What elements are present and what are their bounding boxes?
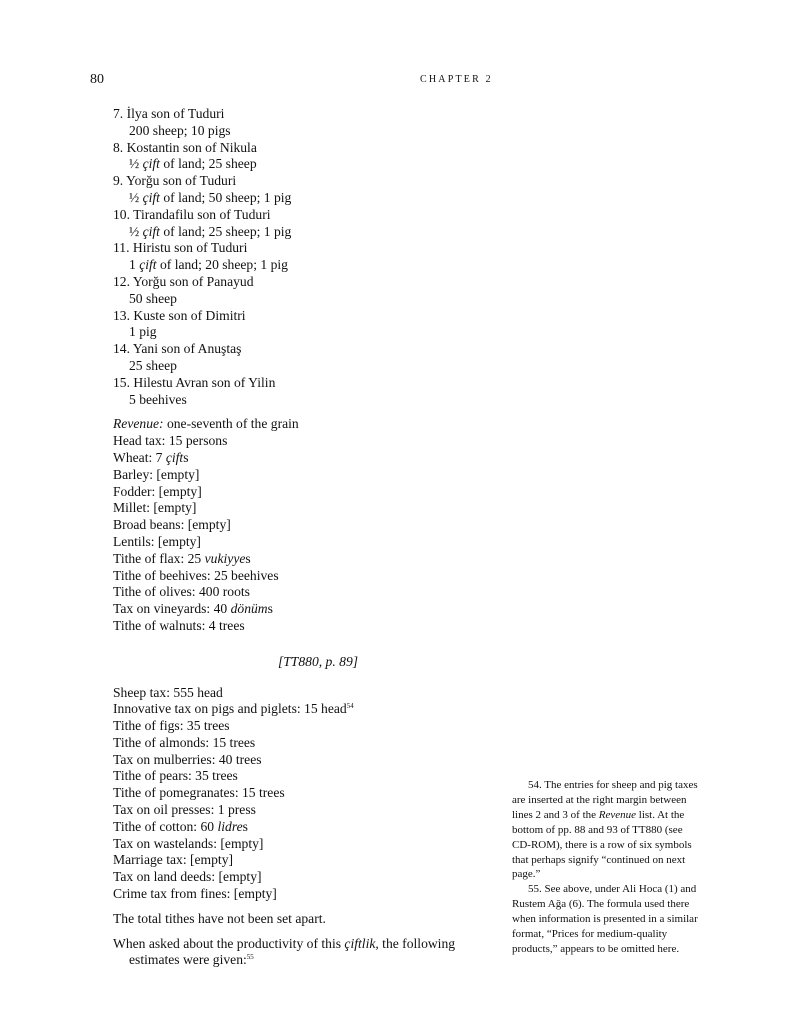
main-text — [113, 106, 493, 969]
footnotes — [512, 778, 704, 957]
entry-detail: 1 çift of land; 20 sheep; 1 pig — [129, 257, 288, 273]
revenue-line: Tithe of figs: 35 trees — [113, 718, 230, 734]
entry-number: 14. — [113, 341, 130, 357]
revenue-line: Tax on mulberries: 40 trees — [113, 751, 262, 767]
revenue-line: Tax on vineyards: 40 dönüms — [113, 601, 273, 617]
revenue-line: Tithe of cotton: 60 lidres — [113, 818, 248, 834]
productivity-paragraph: When asked about the productivity of this çiftlik, the following estimates were given:$^{55}$ — [113, 935, 456, 968]
tithes-paragraph: The total tithes have not been set apart. — [113, 910, 326, 926]
footnote-ref-55: 55 — [246, 953, 254, 962]
entry-number: 13. — [113, 307, 130, 323]
revenue-list — [113, 416, 493, 634]
entry-number: 10. — [113, 206, 130, 222]
entry-number: 9. — [113, 173, 124, 189]
revenue-line: Tithe of beehives: 25 beehives — [113, 567, 279, 583]
revenue-line: Crime tax from fines: [empty] — [113, 886, 277, 902]
revenue-line: Tax on wastelands: [empty] — [113, 835, 264, 851]
entry-detail: 5 beehives — [129, 391, 187, 407]
entry-number: 8. — [113, 139, 124, 155]
household-entry — [113, 240, 493, 274]
household-entry — [113, 308, 493, 342]
revenue-line: Head tax: 15 persons — [113, 433, 228, 449]
revenue-line: Tithe of flax: 25 vukiyyes — [113, 550, 251, 566]
footnote-ref-54: 54 — [346, 702, 354, 711]
revenue-line: Tax on oil presses: 1 press — [113, 802, 256, 818]
revenue-line: Lentils: [empty] — [113, 533, 201, 549]
household-entry — [113, 341, 493, 375]
entry-name: Kuste son of Dimitri — [133, 307, 246, 323]
entry-number: 7. — [113, 106, 124, 121]
household-entry — [113, 274, 493, 308]
entry-detail: 25 sheep — [129, 357, 177, 373]
entry-detail: ½ çift of land; 25 sheep — [129, 156, 257, 172]
revenue-line: Tax on land deeds: [empty] — [113, 869, 262, 885]
entry-detail: 1 pig — [129, 324, 157, 340]
revenue-line: Marriage tax: [empty] — [113, 852, 234, 868]
household-entry — [113, 173, 493, 207]
household-entry — [113, 207, 493, 241]
household-list — [113, 106, 493, 408]
entry-detail: ½ çift of land; 50 sheep; 1 pig — [129, 189, 292, 205]
revenue-line: Tithe of pears: 35 trees — [113, 768, 238, 784]
entry-name: Kostantin son of Nikula — [126, 139, 257, 155]
entry-detail: 200 sheep; 10 pigs — [129, 122, 231, 138]
household-entry — [113, 375, 493, 409]
revenue-line: Fodder: [empty] — [113, 483, 202, 499]
revenue-line: Broad beans: [empty] — [113, 517, 231, 533]
entry-number: 11. — [113, 240, 130, 256]
household-entry — [113, 106, 493, 140]
entry-detail: ½ çift of land; 25 sheep; 1 pig — [129, 223, 292, 239]
revenue-line: Millet: [empty] — [113, 500, 197, 516]
entry-number: 12. — [113, 273, 130, 289]
revenue-line: Tithe of olives: 400 roots — [113, 584, 250, 600]
entry-name: Hiristu son of Tuduri — [132, 240, 248, 256]
entry-name: Yani son of Anuştaş — [132, 341, 242, 357]
household-entry — [113, 140, 493, 174]
revenue-line: Revenue: one-seventh of the grain — [113, 416, 299, 432]
entry-name: Yorğu son of Panayud — [132, 273, 254, 289]
entry-name: Hilestu Avran son of Yilin — [133, 374, 276, 390]
revenue-line: Innovative tax on pigs and piglets: 15 head$^{54}$ — [113, 701, 354, 717]
section-heading: [TT880, p. 89] — [277, 653, 359, 669]
footnote-55: 55. See above, under Ali Hoca (1) and Rustem Ağa (6). The formula used there when information is presented in a similar format, “Prices for medium-quality products,” appears to be omitted here. — [512, 883, 698, 955]
entry-number: 15. — [113, 374, 130, 390]
running-head: CHAPTER 2 — [420, 74, 493, 85]
revenue-line: Barley: [empty] — [113, 466, 200, 482]
entry-name: Yorğu son of Tuduri — [126, 173, 237, 189]
entry-detail: 50 sheep — [129, 290, 177, 306]
revenue-line: Tithe of almonds: 15 trees — [113, 734, 256, 750]
revenue-list-2 — [113, 685, 493, 903]
revenue-line: Sheep tax: 555 head — [113, 684, 223, 700]
page-number: 80 — [90, 72, 104, 87]
entry-name: Tirandafilu son of Tuduri — [133, 206, 271, 222]
revenue-line: Tithe of walnuts: 4 trees — [113, 617, 245, 633]
revenue-line: Tithe of pomegranates: 15 trees — [113, 785, 285, 801]
footnote-54: 54. The entries for sheep and pig taxes are inserted at the right margin between lines 2 and 3 of the Revenue list. At the bottom of pp. 88 and 93 of TT880 (see CD-ROM), there is a row of six symbols that perhaps signify “continued on next page.” — [512, 779, 698, 881]
revenue-line: Wheat: 7 çifts — [113, 449, 189, 465]
entry-name: İlya son of Tuduri — [126, 106, 225, 121]
